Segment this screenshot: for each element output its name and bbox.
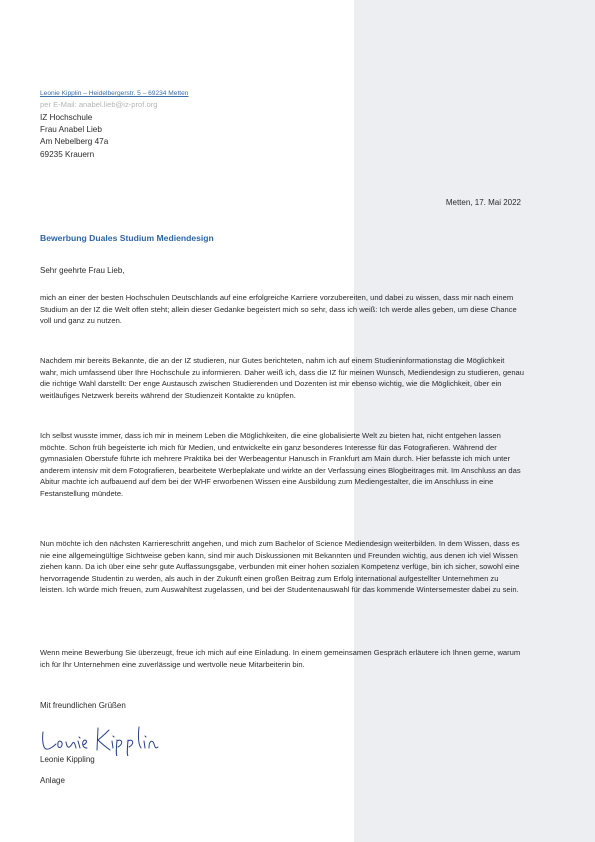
recipient-line: Frau Anabel Lieb (40, 125, 102, 135)
recipient-line: Am Nebelberg 47a (40, 137, 109, 147)
letter-page (40, 0, 535, 842)
recipient-line: IZ Hochschule (40, 113, 93, 122)
body-paragraph-1: mich an einer der besten Hochschulen Deutschlands auf eine erfolgreiche Karriere vorzubereiten, und dabei zu wissen, dass mir nach einem Studium an der IZ die Welt offen steht; allein dieser Gedanke begeistert mich so sehr, dass ich weiß: Ich werde alles geben, um diese Chance voll und ganz zu nutzen. (40, 293, 517, 326)
closing-phrase: Mit freundlichen Grüßen (40, 701, 126, 710)
sender-address-line: Leonie Kipplin – Heidelbergerstr. 5 – 69234 Metten (40, 90, 189, 97)
body-paragraph-3: Ich selbst wusste immer, dass ich mir in meinem Leben die Möglichkeiten, die eine globalisierte Welt zu bieten hat, nicht entgehen lassen möchte. Schon früh begeisterte ich mich für Medien, und entwickelte ein ganz besonderes Interesse für das Fotografieren. Während der gymnasialen Oberstufe führte ich mehrere Praktika bei der Werbeagentur Hanusch in Frankfurt am Main durch. Hier befasste ich mich unter anderem intensiv mit dem Fotografieren, bearbeitete Werbeplakate und wirkte an der Verfassung eines Blogbeitrages mit. Im Anschluss an das Abitur machte ich aufbauend auf dem bei der WHF erworbenen Wissen eine Ausbildung zum Mediengestalter, die im Anschluss in eine Festanstellung mündete. (40, 431, 521, 498)
recipient-line: 69235 Krauern (40, 149, 95, 159)
salutation: Sehr geehrte Frau Lieb, (40, 266, 125, 275)
enclosure-note: Anlage (40, 776, 65, 785)
letter-date: Metten, 17. Mai 2022 (445, 198, 521, 207)
signer-name: Leonie Kippling (40, 755, 95, 764)
body-paragraph-2: Nachdem mir bereits Bekannte, die an der IZ studieren, nur Gutes berichteten, nahm ich auf einem Studieninformationstag die Möglichkeit wahr, mich umfassend über Ihre Hochschule zu informieren. Daher weiß ich, dass die IZ für meinen Wunsch, Mediendesign zu studieren, genau die richtige Wahl darstellt: Der enge Austausch zwischen Studierenden und Dozenten ist mir ebenso wichtig, wie die Möglichkeit, über ein weitläufiges Netzwerk bereits während der Studienzeit Kontakte zu knüpfen. (40, 356, 524, 400)
delivery-email-line: per E-Mail: anabel.lieb@iz-prof.org (40, 100, 158, 109)
handwritten-signature (40, 722, 160, 756)
body-paragraph-5: Wenn meine Bewerbung Sie überzeugt, freue ich mich auf eine Einladung. In einem gemeinsamen Gespräch erläutere ich Ihnen gerne, warum ich für Ihr Unternehmen eine zuverlässige und wertvolle neue Mitarbeiterin bin. (40, 648, 521, 669)
letter-subject: Bewerbung Duales Studium Mediendesign (40, 233, 214, 243)
body-paragraph-4: Nun möchte ich den nächsten Karriereschritt angehen, und mich zum Bachelor of Science Mediendesign weiterbilden. In dem Wissen, dass es nie eine allgemeingültige Sichtweise geben kann, sind mir auch Diskussionen mit Bekannten und Freunden wichtig, aus denen ich viel Wissen ziehen kann. Da ich über eine sehr gute Auffassungsgabe, verbunden mit einer hohen sozialen Kompetenz verfüge, bin ich sicher, sowohl eine hervorragende Studentin zu werden, als auch in der Zukunft einen großen Beitrag zum Erfolg international aufgestellter Unternehmen zu leisten. Ich würde mich freuen, zum Auswahltest zugelassen, und bei der Studentenauswahl für das kommende Wintersemester dabei zu sein. (40, 539, 520, 595)
recipient-address (40, 112, 108, 161)
